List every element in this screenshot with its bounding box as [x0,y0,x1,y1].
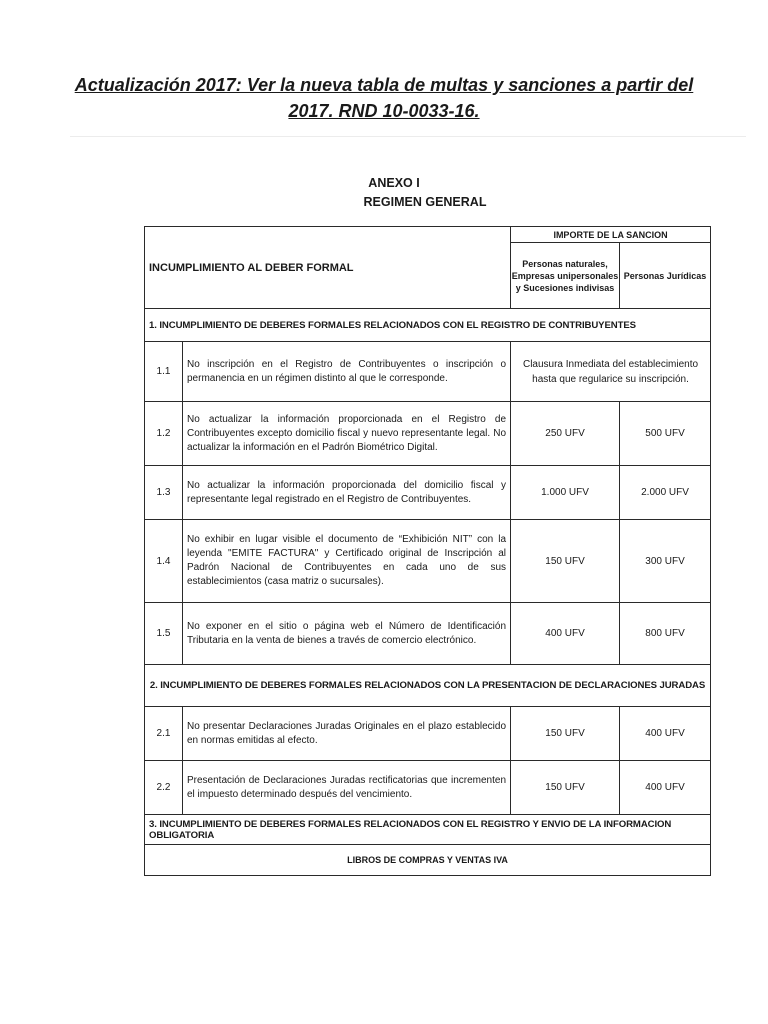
header-personas-naturales [511,243,620,309]
table-row [145,342,711,402]
section-row [145,309,711,342]
header-naturales-line-2: Empresas unipersonales [511,270,619,281]
annex-heading [330,174,510,212]
table-row [145,845,711,876]
sanction-line-1: Clausura Inmediata del establecimiento [522,358,699,370]
item-sanction-juridicas: 2.000 UFV [620,466,711,520]
item-description: No actualizar la información proporcionada del domicilio fiscal y representante legal registrado en el Registro de Contribuyentes. [183,466,511,520]
section-row [145,665,711,707]
item-sanction-combined [511,342,711,402]
table-row [145,707,711,761]
item-number: 1.1 [145,342,183,402]
item-description: Presentación de Declaraciones Juradas rectificatorias que incrementen el impuesto determinado después del vencimiento. [183,761,511,815]
section-2-title: 2. INCUMPLIMIENTO DE DEBERES FORMALES RELACIONADOS CON LA PRESENTACION DE DECLARACIONES JURADAS [145,665,711,707]
section-3-title: 3. INCUMPLIMIENTO DE DEBERES FORMALES RELACIONADOS CON EL REGISTRO Y ENVIO DE LA INFORMACION OBLIGATORIA [145,815,711,845]
item-sanction-naturales: 150 UFV [511,707,620,761]
item-number: 1.2 [145,402,183,466]
table-row [145,402,711,466]
horizontal-divider [70,136,746,137]
table-row [145,603,711,665]
item-sanction-naturales: 1.000 UFV [511,466,620,520]
table-row [145,466,711,520]
header-naturales-line-1: Personas naturales, [522,258,608,269]
item-sanction-juridicas: 500 UFV [620,402,711,466]
libros-compras-ventas-row: LIBROS DE COMPRAS Y VENTAS IVA [145,845,711,876]
annex-title: ANEXO I [368,176,420,190]
table-header-row [145,227,711,243]
annex-subtitle: REGIMEN GENERAL [363,195,487,209]
sanctions-table [144,226,711,876]
item-sanction-naturales: 400 UFV [511,603,620,665]
item-sanction-juridicas: 400 UFV [620,761,711,815]
item-number: 1.4 [145,520,183,603]
item-number: 1.5 [145,603,183,665]
item-sanction-juridicas: 300 UFV [620,520,711,603]
item-description: No exhibir en lugar visible el documento de “Exhibición NIT” con la leyenda "EMITE FACTURA" y Certificado original de Inscripción al Padrón Nacional de Contribuyentes en cada uno de sus establecimientos (casa matriz o sucursales). [183,520,511,603]
page-title-line-2: 2017. RND 10-0033-16. [288,101,480,121]
section-row [145,815,711,845]
header-naturales-line-3: y Sucesiones indivisas [515,282,615,293]
item-description: No inscripción en el Registro de Contribuyentes o inscripción o permanencia en un régimen distinto al que le corresponde. [183,342,511,402]
item-description: No presentar Declaraciones Juradas Originales en el plazo establecido en normas emitidas al efecto. [183,707,511,761]
section-1-title: 1. INCUMPLIMIENTO DE DEBERES FORMALES RELACIONADOS CON EL REGISTRO DE CONTRIBUYENTES [145,309,711,342]
item-description: No exponer en el sitio o página web el Número de Identificación Tributaria en la venta de bienes a través de comercio electrónico. [183,603,511,665]
item-number: 2.2 [145,761,183,815]
item-description: No actualizar la información proporcionada en el Registro de Contribuyentes excepto domicilio fiscal y nuevo representante legal. No actualizar la información en el Padrón Biométrico Digital. [183,402,511,466]
item-number: 1.3 [145,466,183,520]
header-importe-sancion: IMPORTE DE LA SANCION [511,227,711,243]
sanction-line-2: hasta que regularice su inscripción. [532,373,689,385]
table-row [145,520,711,603]
item-sanction-juridicas: 400 UFV [620,707,711,761]
header-deber-formal: INCUMPLIMIENTO AL DEBER FORMAL [145,227,511,309]
page-title-line-1: Actualización 2017: Ver la nueva tabla de multas y sanciones a partir del [74,75,694,95]
page-title [60,72,708,124]
item-sanction-naturales: 250 UFV [511,402,620,466]
item-sanction-naturales: 150 UFV [511,520,620,603]
table-row [145,761,711,815]
item-sanction-juridicas: 800 UFV [620,603,711,665]
item-sanction-naturales: 150 UFV [511,761,620,815]
header-personas-juridicas: Personas Jurídicas [620,243,711,309]
item-number: 2.1 [145,707,183,761]
